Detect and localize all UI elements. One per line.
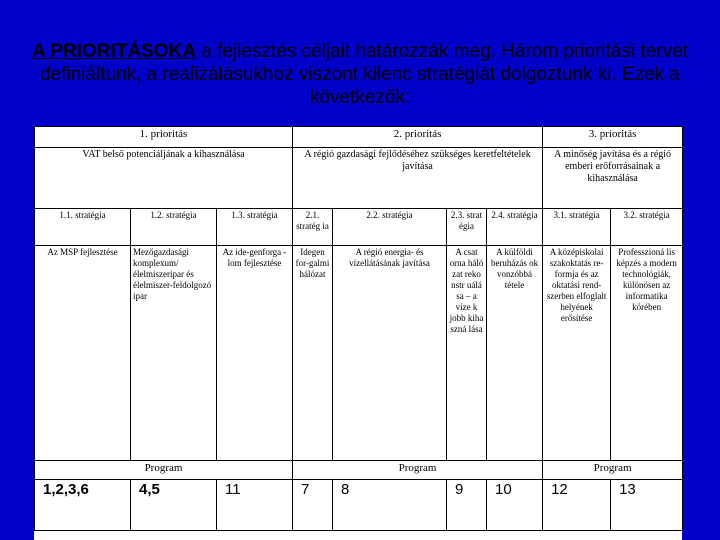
strategy-2-1-desc: Idegen for-galmi hálózat (293, 246, 333, 461)
program-number-row (35, 480, 683, 531)
priority-1-goal: VAT belső potenciáljának a kihasználása (35, 148, 293, 209)
strategy-1-2-programs: 4,5 (131, 480, 217, 531)
strategy-1-1-programs: 1,2,3,6 (35, 480, 131, 531)
strategy-desc-row (35, 246, 683, 461)
heading-text: a fejlesztés céljait határozzák meg. Három prioritási tervet definiáltunk, a realizálásukhoz viszont kilenc stratégiát dolgoztunk ki. Ezek a következők: (39, 41, 689, 108)
strategy-3-2-desc: Professzioná lis képzés a modern technológiák, különösen az informatika körében (611, 246, 683, 461)
priority-2-program: Program (293, 461, 543, 480)
priority-3-goal: A minőség javítása és a régió emberi erőforrásainak a kihasználása (543, 148, 683, 209)
strategy-2-4-label: 2.4. stratégia (487, 209, 543, 246)
strategy-2-1-label: 2.1. stratég ia (293, 209, 333, 246)
slide-heading (30, 40, 690, 109)
strategy-2-3-desc: A csat orna háló zat reko nstr uálá sa – a víze k jobb kiha szná lása (447, 246, 487, 461)
strategy-1-3-desc: Az ide-genforga -lom fejlesztése (217, 246, 293, 461)
strategy-2-3-label: 2.3. strat égia (447, 209, 487, 246)
priority-row (35, 127, 683, 148)
priorities-table-wrap (34, 126, 682, 540)
strategy-2-3-programs: 9 (447, 480, 487, 531)
strategy-1-1-label: 1.1. stratégia (35, 209, 131, 246)
strategy-3-2-programs: 13 (611, 480, 683, 531)
priority-1-label: 1. prioritás (35, 127, 293, 148)
priority-2-label: 2. prioritás (293, 127, 543, 148)
strategy-3-2-label: 3.2. stratégia (611, 209, 683, 246)
strategy-2-2-desc: A régió energia- és vízellátásának javítása (333, 246, 447, 461)
strategy-2-2-label: 2.2. stratégia (333, 209, 447, 246)
strategy-1-3-label: 1.3. stratégia (217, 209, 293, 246)
strategy-3-1-programs: 12 (543, 480, 611, 531)
priority-3-label: 3. prioritás (543, 127, 683, 148)
program-row (35, 461, 683, 480)
priority-1-program: Program (35, 461, 293, 480)
strategy-3-1-label: 3.1. stratégia (543, 209, 611, 246)
priority-2-goal: A régió gazdasági fejlődéséhez szükséges keretfeltételek javítása (293, 148, 543, 209)
strategy-1-2-desc: Mezőgazdasági komplexum/ élelmiszeripar és élelmiszer-feldolgozó ipar (131, 246, 217, 461)
goal-row (35, 148, 683, 209)
heading-highlight: A PRIORITÁSOKA (31, 41, 196, 62)
strategy-1-3-programs: 11 (217, 480, 293, 531)
strategy-1-1-desc: Az MSP fejlesztése (35, 246, 131, 461)
strategy-2-4-desc: A külföldi beruházás ok vonzóbbá tétele (487, 246, 543, 461)
strategy-label-row (35, 209, 683, 246)
strategy-3-1-desc: A középiskolai szakoktatás re-formja és az oktatási rend-szerben elfoglalt helyének erősítése (543, 246, 611, 461)
priority-3-program: Program (543, 461, 683, 480)
strategy-1-2-label: 1.2. stratégia (131, 209, 217, 246)
strategy-2-1-programs: 7 (293, 480, 333, 531)
priorities-table (34, 126, 683, 531)
strategy-2-4-programs: 10 (487, 480, 543, 531)
strategy-2-2-programs: 8 (333, 480, 447, 531)
